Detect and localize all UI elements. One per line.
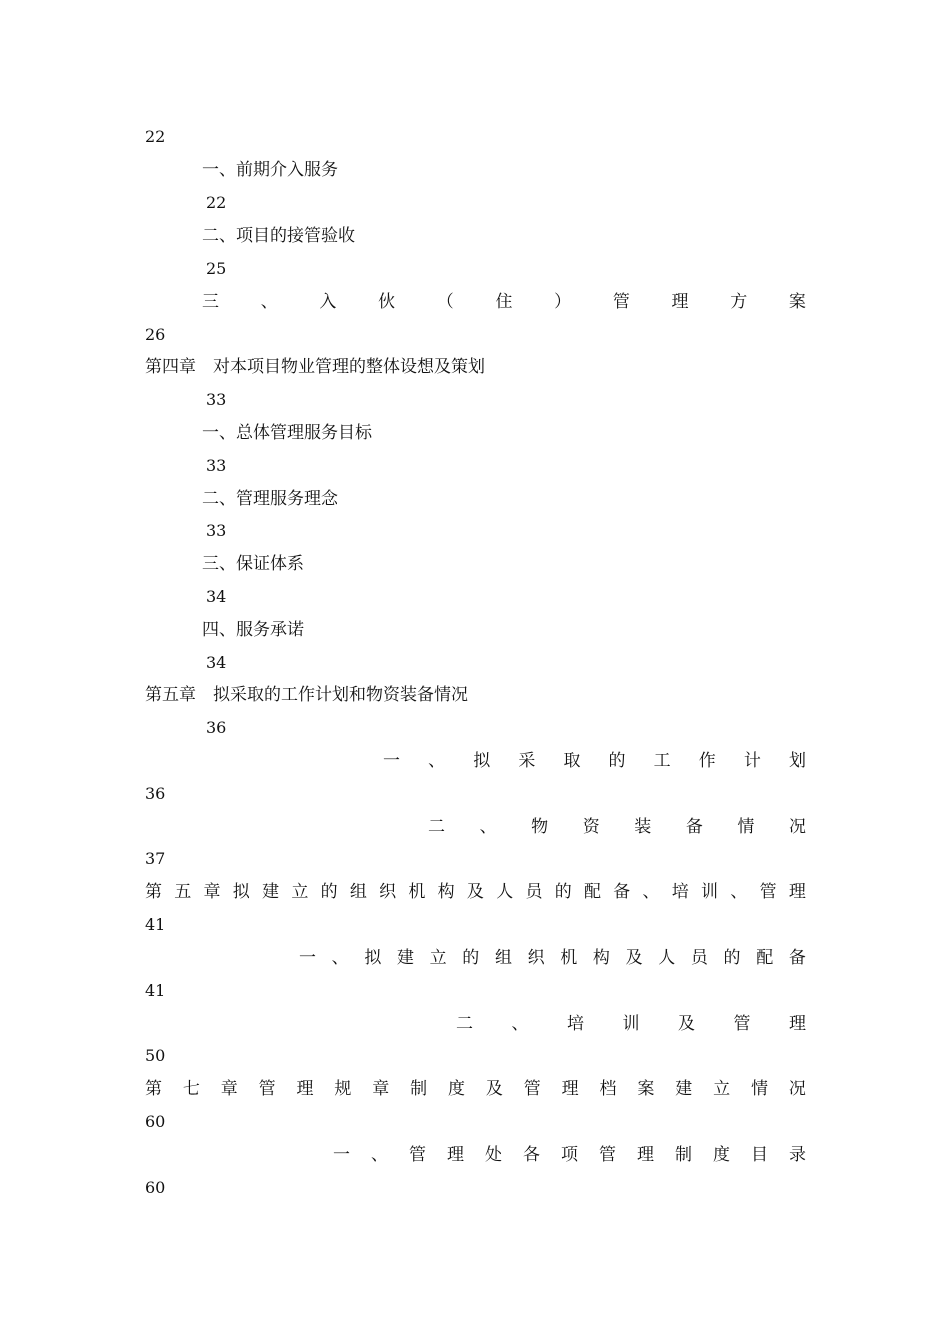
toc-char: 录: [789, 1145, 806, 1165]
toc-char: 、: [260, 292, 278, 312]
toc-char: 构: [592, 948, 610, 968]
toc-page-number: 36: [145, 784, 166, 803]
toc-char: 配: [583, 882, 601, 902]
toc-char: 、: [428, 751, 446, 771]
toc-char: 划: [788, 751, 806, 771]
toc-char: 理: [637, 1145, 654, 1165]
toc-char: 理: [671, 292, 689, 312]
toc-char: 备: [613, 882, 631, 902]
toc-char: 及: [485, 1079, 503, 1099]
toc-char: 二: [428, 817, 445, 837]
toc-page-number: 34: [206, 653, 227, 672]
toc-char: 装: [634, 817, 652, 837]
toc-char: 况: [788, 817, 806, 837]
toc-section-justified: [383, 744, 806, 778]
toc-char: 拟: [364, 948, 382, 968]
toc-section: 二、管理服务理念: [202, 489, 338, 509]
toc-char: 作: [698, 751, 716, 771]
toc-char: 一: [383, 751, 400, 771]
toc-page-number: 22: [145, 127, 166, 146]
toc-section-justified: [333, 1138, 806, 1172]
toc-char: 理: [788, 882, 806, 902]
toc-section-justified: [202, 285, 806, 319]
toc-page-number: 33: [206, 521, 227, 540]
toc-char: 人: [496, 882, 514, 902]
toc-char: 度: [448, 1079, 465, 1099]
toc-char: 备: [685, 817, 703, 837]
toc-char: 二: [456, 1014, 473, 1034]
toc-char: 培: [567, 1014, 584, 1034]
toc-char: 、: [511, 1014, 529, 1034]
toc-page-number: 37: [145, 849, 166, 868]
toc-char: 况: [788, 1079, 806, 1099]
toc-char: 配: [756, 948, 774, 968]
toc-char: 七: [182, 1079, 200, 1099]
toc-char: 及: [678, 1014, 695, 1034]
toc-char: 管: [409, 1145, 426, 1165]
toc-char: 机: [560, 948, 578, 968]
toc-char: 计: [743, 751, 761, 771]
toc-char: 管: [258, 1079, 276, 1099]
toc-char: 制: [675, 1145, 692, 1165]
toc-char: ）: [554, 292, 572, 312]
toc-char: 组: [494, 948, 512, 968]
toc-section-justified: [299, 941, 806, 975]
toc-page-number: 36: [206, 718, 227, 737]
toc-char: 项: [561, 1145, 578, 1165]
toc-char: 伙: [378, 292, 396, 312]
toc-char: 组: [349, 882, 367, 902]
toc-char: 第: [145, 1079, 162, 1099]
toc-char: 入: [319, 292, 337, 312]
toc-page-number: 33: [206, 390, 227, 409]
toc-page-number: 41: [145, 981, 166, 1000]
toc-char: 的: [723, 948, 741, 968]
toc-section: 一、前期介入服务: [202, 160, 338, 180]
toc-char: 员: [690, 948, 708, 968]
toc-char: 目: [751, 1145, 768, 1165]
toc-char: 管: [599, 1145, 616, 1165]
toc-char: 备: [788, 948, 806, 968]
toc-char: 取: [563, 751, 581, 771]
toc-char: 情: [751, 1079, 768, 1099]
toc-char: 的: [462, 948, 480, 968]
toc-char: 的: [554, 882, 572, 902]
toc-char: 一: [299, 948, 316, 968]
toc-char: 织: [527, 948, 545, 968]
toc-char: 拟: [473, 751, 491, 771]
toc-char: 管: [612, 292, 630, 312]
toc-char: 物: [531, 817, 549, 837]
toc-page-number: 26: [145, 325, 166, 344]
toc-char: 拟: [232, 882, 250, 902]
toc-char: 一: [333, 1145, 350, 1165]
toc-char: 培: [671, 882, 689, 902]
toc-page-number: 25: [206, 259, 227, 278]
toc-char: （: [436, 292, 454, 312]
toc-char: 章: [203, 882, 221, 902]
toc-char: 理: [447, 1145, 464, 1165]
toc-char: 理: [789, 1014, 806, 1034]
toc-char: 、: [642, 882, 660, 902]
toc-char: 的: [320, 882, 338, 902]
toc-chapter: 第五章 拟采取的工作计划和物资装备情况: [145, 685, 468, 705]
toc-page-number: 22: [206, 193, 227, 212]
toc-char: 方: [730, 292, 748, 312]
toc-char: 管: [733, 1014, 751, 1034]
toc-char: 构: [437, 882, 455, 902]
toc-char: 工: [653, 751, 671, 771]
toc-char: 、: [479, 817, 497, 837]
toc-page-number: 41: [145, 915, 166, 934]
toc-char: 理: [296, 1079, 314, 1099]
toc-char: 建: [262, 882, 280, 902]
toc-char: 规: [334, 1079, 352, 1099]
toc-char: 理: [561, 1079, 579, 1099]
toc-section-justified: [428, 810, 806, 844]
toc-page-number: 50: [145, 1046, 166, 1065]
toc-char: 第: [145, 882, 162, 902]
toc-chapter: 第四章 对本项目物业管理的整体设想及策划: [145, 357, 485, 377]
toc-char: 制: [410, 1079, 428, 1099]
toc-page-number: 34: [206, 587, 227, 606]
toc-char: 立: [291, 882, 309, 902]
toc-char: 管: [523, 1079, 541, 1099]
toc-char: 建: [396, 948, 414, 968]
toc-page-number: 60: [145, 1112, 166, 1131]
toc-char: 、: [730, 882, 748, 902]
toc-char: 机: [408, 882, 426, 902]
toc-char: 及: [625, 948, 643, 968]
toc-char: 档: [599, 1079, 617, 1099]
toc-section: 二、项目的接管验收: [202, 226, 355, 246]
toc-char: 案: [637, 1079, 655, 1099]
toc-char: 处: [485, 1145, 502, 1165]
toc-char: 立: [429, 948, 447, 968]
toc-char: 人: [658, 948, 676, 968]
toc-chapter-justified: [145, 875, 806, 909]
toc-char: 章: [220, 1079, 238, 1099]
toc-char: 训: [622, 1014, 640, 1034]
toc-char: 织: [379, 882, 397, 902]
toc-page-number: 33: [206, 456, 227, 475]
toc-char: 三: [202, 292, 219, 312]
toc-char: 各: [523, 1145, 540, 1165]
toc-section: 一、总体管理服务目标: [202, 423, 372, 443]
toc-section: 三、保证体系: [202, 554, 304, 574]
toc-char: 员: [525, 882, 543, 902]
toc-char: 情: [737, 817, 755, 837]
toc-char: 立: [713, 1079, 731, 1099]
toc-char: 、: [371, 1145, 388, 1165]
toc-section: 四、服务承诺: [202, 620, 304, 640]
toc-char: 管: [759, 882, 777, 902]
toc-char: 资: [582, 817, 600, 837]
toc-char: 、: [331, 948, 349, 968]
toc-char: 住: [495, 292, 513, 312]
toc-chapter-justified: [145, 1072, 806, 1106]
toc-char: 五: [174, 882, 192, 902]
toc-char: 及: [466, 882, 484, 902]
toc-page-number: 60: [145, 1178, 166, 1197]
toc-char: 案: [788, 292, 806, 312]
toc-char: 建: [675, 1079, 693, 1099]
toc-section-justified: [456, 1007, 806, 1041]
toc-char: 的: [608, 751, 626, 771]
toc-char: 采: [518, 751, 536, 771]
toc-char: 训: [701, 882, 719, 902]
toc-char: 度: [713, 1145, 730, 1165]
toc-char: 章: [372, 1079, 390, 1099]
